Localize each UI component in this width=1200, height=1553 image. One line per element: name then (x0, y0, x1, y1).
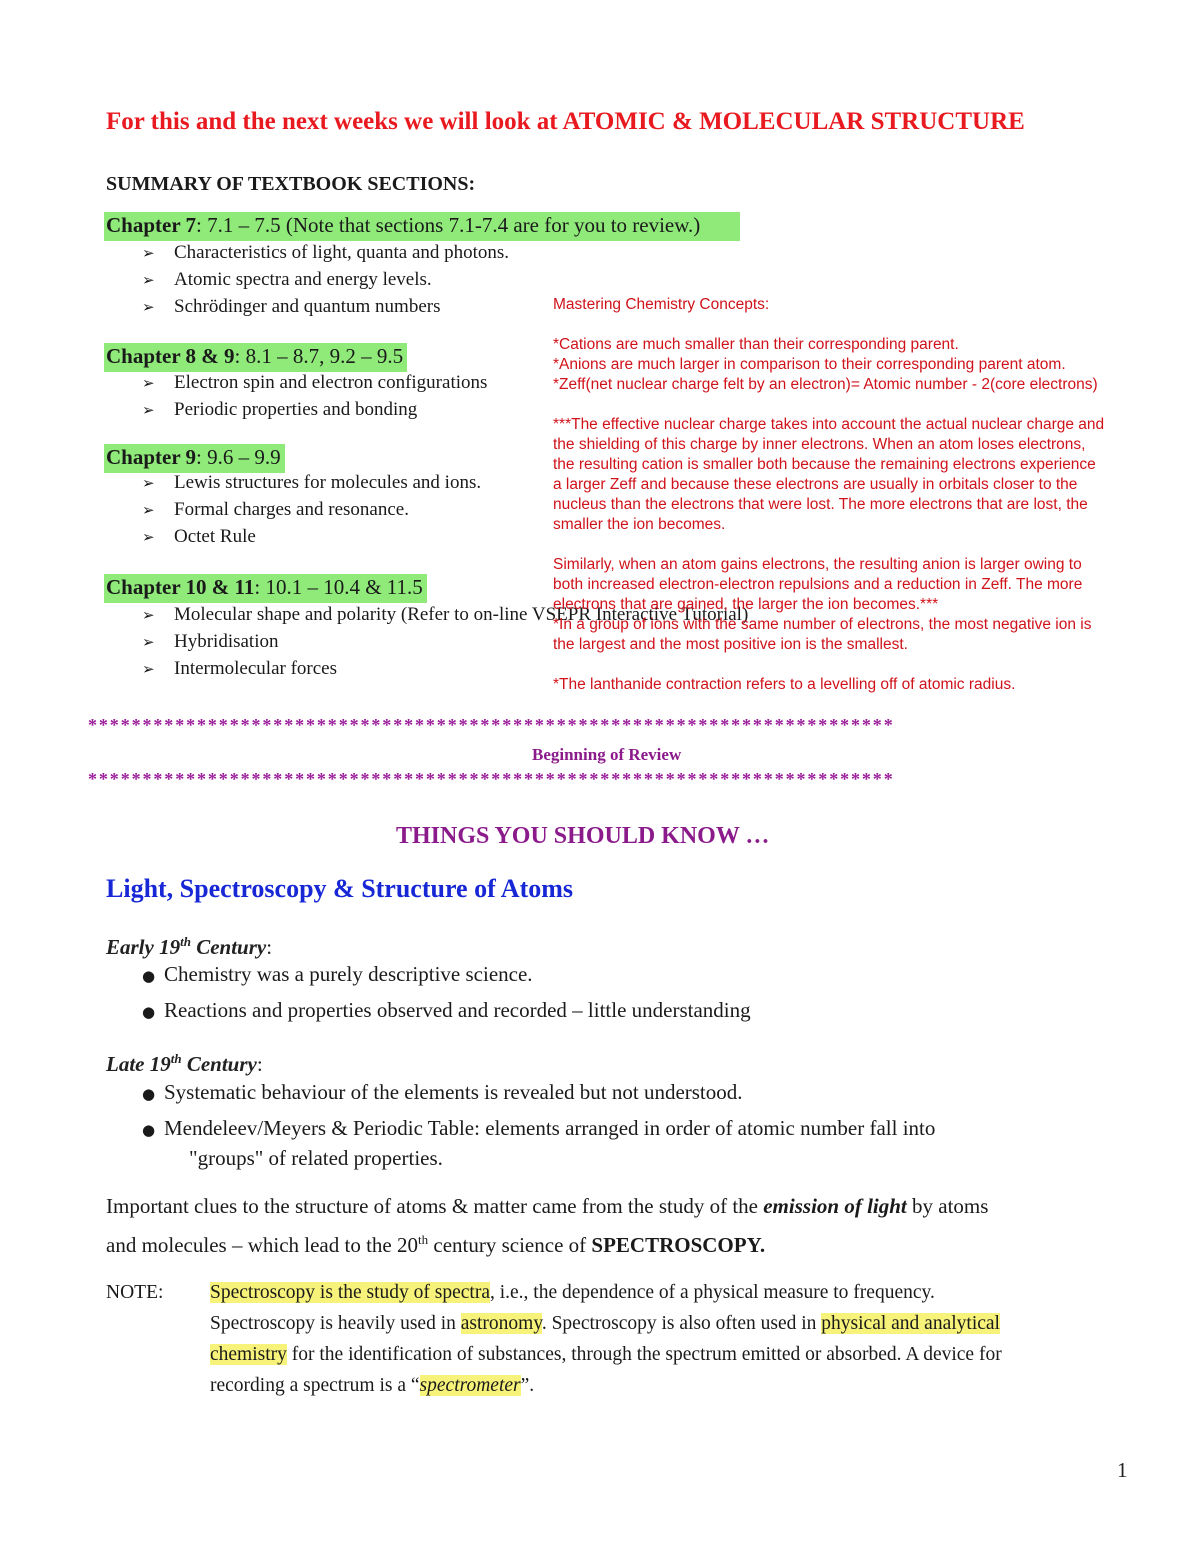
chapter-8-9-heading (104, 343, 407, 372)
list-item-text: Characteristics of light, quanta and photons. (174, 242, 510, 263)
note-line: Similarly, when an atom gains electrons, the resulting anion is larger owing to (553, 556, 1082, 573)
note-line: the resulting cation is smaller both because the remaining electrons experience (553, 456, 1096, 473)
chapter-range: : 7.1 – 7.5 (Note that sections 7.1-7.4 are for you to review.) (196, 213, 701, 237)
arrow-bullet-icon: ➢ (142, 528, 155, 546)
list-item-text: Schrödinger and quantum numbers (174, 296, 441, 317)
note-line: a larger Zeff and because these electrons are usually in orbitals closer to the (553, 476, 1078, 493)
list-item (142, 296, 440, 318)
highlight: physical and analytical (821, 1313, 1000, 1334)
chapter-range: : 10.1 – 10.4 & 11.5 (254, 575, 423, 599)
highlight: spectrometer (419, 1375, 521, 1396)
note-line (210, 1277, 1002, 1308)
chapter-range: : 8.1 – 8.7, 9.2 – 9.5 (234, 344, 404, 368)
arrow-bullet-icon: ➢ (142, 633, 155, 651)
note-line: ***The effective nuclear charge takes into account the actual nuclear charge and (553, 416, 1105, 433)
list-item-text: Systematic behaviour of the elements is revealed but not understood. (164, 1080, 743, 1104)
superscript: th (418, 1232, 429, 1247)
star-divider-top: ************************************************************************** (88, 715, 895, 735)
things-heading: THINGS YOU SHOULD KNOW … (396, 823, 770, 849)
list-item-text: Mendeleev/Meyers & Periodic Table: elements arranged in order of atomic number fall into (164, 1116, 936, 1140)
text: for the identification of substances, through the spectrum emitted or absorbed. A device for (286, 1344, 1002, 1365)
note-body (210, 1277, 1002, 1401)
note-line: *The lanthanide contraction refers to a levelling off of atomic radius. (553, 676, 1016, 693)
chapter-label: Chapter 8 & 9 (106, 344, 235, 368)
clues-line (106, 1190, 988, 1223)
text: Spectroscopy is heavily used in (210, 1313, 461, 1334)
list-item (142, 658, 337, 680)
note-line: *Zeff(net nuclear charge felt by an electron)= Atomic number - 2(core electrons) (553, 376, 1098, 393)
chapter-range: : 9.6 – 9.9 (196, 445, 281, 469)
note-line: the largest and the most positive ion is the smallest. (553, 636, 908, 653)
list-item-text: Periodic properties and bonding (174, 399, 418, 420)
mastering-heading: Mastering Chemistry Concepts: (553, 296, 770, 313)
text: recording a spectrum is a “ (210, 1375, 420, 1396)
heading-text: Early 19 (106, 935, 181, 959)
note-line: both increased electron-electron repulsions and a reduction in Zeff. The more (553, 576, 1083, 593)
list-item (142, 631, 279, 653)
summary-heading: SUMMARY OF TEXTBOOK SECTIONS: (106, 173, 476, 195)
chapter-10-11-heading (104, 574, 427, 603)
text: Important clues to the structure of atoms & matter came from the study of the (106, 1194, 764, 1218)
note-line: *In a group of ions with the same number of electrons, the most negative ion is (553, 616, 1092, 633)
list-item-text: Hybridisation (174, 631, 279, 652)
list-item (142, 526, 256, 548)
arrow-bullet-icon: ➢ (142, 271, 155, 289)
bold-term: SPECTROSCOPY. (591, 1233, 766, 1257)
arrow-bullet-icon: ➢ (142, 501, 155, 519)
list-item-text: Electron spin and electron configurations (174, 372, 488, 393)
superscript: th (170, 1051, 182, 1066)
text: century science of (428, 1233, 592, 1257)
note-line (210, 1339, 1002, 1370)
list-item (142, 1116, 935, 1141)
arrow-bullet-icon: ➢ (142, 401, 155, 419)
list-item (142, 242, 509, 264)
list-item (142, 962, 533, 987)
note-line (553, 395, 1104, 415)
list-item (142, 472, 481, 494)
review-label: Beginning of Review (532, 745, 682, 764)
page-title: For this and the next weeks we will look at ATOMIC & MOLECULAR STRUCTURE (106, 108, 1025, 135)
list-item (142, 998, 751, 1023)
note-line: nucleus than the electrons that were lost. The more electrons that are lost, the (553, 496, 1088, 513)
list-item-text: Chemistry was a purely descriptive science. (164, 962, 533, 986)
superscript: th (180, 934, 191, 949)
emphasis: emission of light (763, 1194, 907, 1218)
note-line: *Anions are much larger in comparison to their corresponding parent atom. (553, 356, 1066, 373)
list-item-text: Molecular shape and polarity (Refer to on-line VSEPR Interactive Tutorial) (174, 604, 749, 625)
arrow-bullet-icon: ➢ (142, 244, 155, 262)
list-item-text: Formal charges and resonance. (174, 499, 409, 520)
text: , i.e., the dependence of a physical measure to frequency. (489, 1282, 935, 1303)
list-item-text: Octet Rule (174, 526, 256, 547)
heading-text: Late 19 (106, 1052, 171, 1076)
early-century-heading (106, 934, 272, 960)
arrow-bullet-icon: ➢ (142, 374, 155, 392)
heading-text: Century (181, 1052, 257, 1076)
chapter-7-heading (104, 212, 740, 241)
late-century-heading (106, 1051, 263, 1077)
note-line (210, 1370, 1002, 1401)
list-item (142, 399, 417, 421)
arrow-bullet-icon: ➢ (142, 660, 155, 678)
chapter-label: Chapter 7 (106, 213, 197, 237)
colon: : (256, 1052, 263, 1076)
text: by atoms (906, 1194, 989, 1218)
note-line: electrons that are gained, the larger the ion becomes.*** (553, 596, 939, 613)
highlight: chemistry (210, 1344, 287, 1365)
section-heading: Light, Spectroscopy & Structure of Atoms (106, 874, 574, 903)
highlight: Spectroscopy is the study of spectra (210, 1282, 490, 1303)
bullet-dot-icon: ● (142, 1121, 156, 1139)
text: ”. (520, 1375, 535, 1396)
arrow-bullet-icon: ➢ (142, 298, 155, 316)
text: . Spectroscopy is also often used in (541, 1313, 822, 1334)
list-item (142, 269, 432, 291)
bullet-dot-icon: ● (142, 1003, 156, 1021)
note-line (210, 1308, 1002, 1339)
star-divider-bottom: ************************************************************************** (88, 769, 895, 789)
list-item-continuation: "groups" of related properties. (189, 1146, 443, 1170)
arrow-bullet-icon: ➢ (142, 474, 155, 492)
bullet-dot-icon: ● (142, 1085, 156, 1103)
list-item-text: Lewis structures for molecules and ions. (174, 472, 482, 493)
note-label: NOTE: (106, 1282, 164, 1303)
list-item-text: Intermolecular forces (174, 658, 337, 679)
chapter-9-heading (104, 444, 285, 473)
list-item (142, 1080, 743, 1105)
clues-paragraph (106, 1190, 988, 1262)
text: and molecules – which lead to the 20 (106, 1233, 418, 1257)
list-item (142, 499, 409, 521)
list-item-text: Reactions and properties observed and recorded – little understanding (164, 998, 751, 1022)
list-item (142, 372, 487, 394)
colon: : (266, 935, 273, 959)
bullet-dot-icon: ● (142, 967, 156, 985)
list-item-text: Atomic spectra and energy levels. (174, 269, 432, 290)
clues-line (106, 1223, 988, 1262)
note-line: smaller the ion becomes. (553, 516, 726, 533)
chapter-label: Chapter 10 & 11 (106, 575, 255, 599)
heading-text: Century (190, 935, 267, 959)
chapter-label: Chapter 9 (106, 445, 197, 469)
note-line: *Cations are much smaller than their corresponding parent. (553, 336, 959, 353)
note-line (553, 535, 1104, 555)
note-line: the shielding of this charge by inner electrons. When an atom loses electrons, (553, 436, 1086, 453)
mastering-notes (553, 335, 1104, 695)
note-line (553, 655, 1104, 675)
highlight: astronomy (460, 1313, 542, 1334)
arrow-bullet-icon: ➢ (142, 606, 155, 624)
page-number: 1 (1117, 1458, 1128, 1482)
